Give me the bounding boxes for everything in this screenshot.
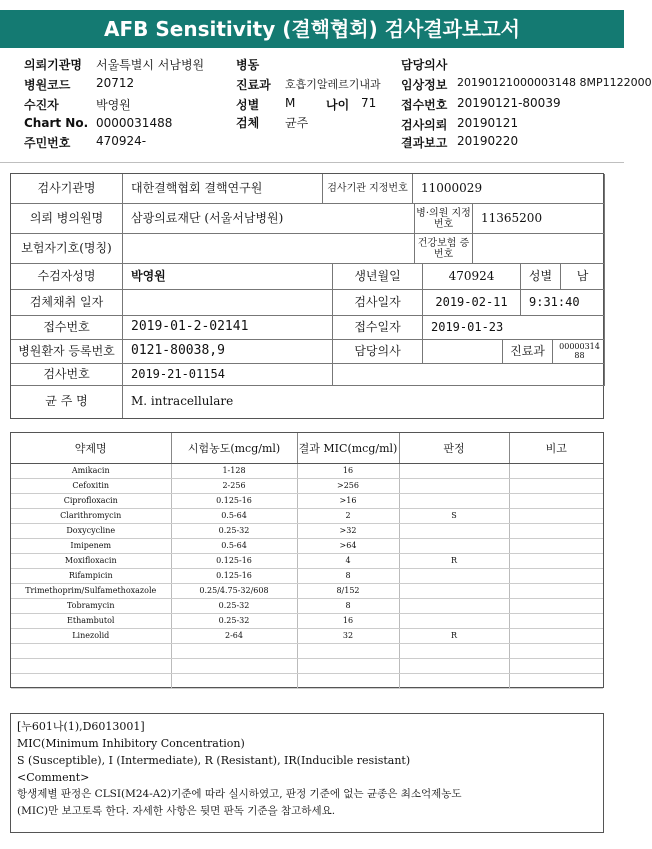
test-no-value: 2019-21-01154 bbox=[123, 364, 333, 386]
ward-label: 병동 bbox=[236, 58, 260, 72]
test-range-cell: 0.125-16 bbox=[171, 553, 297, 568]
judgement-cell bbox=[399, 493, 509, 508]
mic-result-cell: 16 bbox=[297, 613, 399, 628]
inst-label: 의뢰기관명 bbox=[24, 58, 82, 72]
test-range-cell: 0.25-32 bbox=[171, 598, 297, 613]
mic-result-cell: 32 bbox=[297, 628, 399, 643]
test-range-cell: 1-128 bbox=[171, 463, 297, 478]
specimen-form bbox=[10, 173, 604, 419]
reg-no-label: 병원환자 등록번호 bbox=[11, 340, 123, 364]
note-comment-label: <Comment> bbox=[17, 771, 90, 784]
judgement-cell bbox=[399, 613, 509, 628]
receipt-value: 20190121-80039 bbox=[457, 96, 561, 110]
remark-cell bbox=[509, 673, 603, 688]
dept-value: 호흡기알레르기내과 bbox=[285, 78, 381, 91]
mic-result-cell bbox=[297, 673, 399, 688]
rrn-value: 470924- bbox=[96, 134, 147, 148]
rrn-label: 주민번호 bbox=[24, 136, 71, 150]
drug-table-body bbox=[11, 463, 603, 688]
drug-name-cell bbox=[11, 643, 171, 658]
drug-name-cell: Cefoxitin bbox=[11, 478, 171, 493]
insured-value bbox=[123, 234, 415, 264]
drug-name-cell: Trimethoprim/Sulfamethoxazole bbox=[11, 583, 171, 598]
specimen-label: 검체 bbox=[236, 116, 260, 130]
test-range-cell bbox=[171, 658, 297, 673]
drug-name-cell: Tobramycin bbox=[11, 598, 171, 613]
test-range-cell: 0.25-32 bbox=[171, 523, 297, 538]
collect-label: 검체채취 일자 bbox=[11, 290, 123, 316]
remark-cell bbox=[509, 463, 603, 478]
doctor-label: 담당의사 bbox=[401, 58, 448, 72]
test-date-label: 검사일자 bbox=[333, 290, 423, 316]
request-label: 검사의뢰 bbox=[401, 118, 448, 132]
drug-name-cell: Ciprofloxacin bbox=[11, 493, 171, 508]
table-row bbox=[11, 583, 603, 598]
age-label: 나이 bbox=[326, 98, 350, 112]
mic-result-cell: 16 bbox=[297, 463, 399, 478]
remark-cell bbox=[509, 613, 603, 628]
drug-name-cell: Clarithromycin bbox=[11, 508, 171, 523]
remark-cell bbox=[509, 598, 603, 613]
remark-cell bbox=[509, 478, 603, 493]
test-range-cell: 0.125-16 bbox=[171, 568, 297, 583]
age-value: 71 bbox=[361, 96, 377, 110]
dept-label: 진료과 bbox=[236, 78, 271, 92]
mic-result-cell: >64 bbox=[297, 538, 399, 553]
report-title-bar bbox=[0, 10, 624, 48]
test-range-cell: 0.125-16 bbox=[171, 493, 297, 508]
drug-name-cell: Rifampicin bbox=[11, 568, 171, 583]
test-range-cell bbox=[171, 643, 297, 658]
test-range-cell bbox=[171, 673, 297, 688]
receipt-date-label: 접수일자 bbox=[333, 316, 423, 340]
comment-box bbox=[10, 713, 604, 833]
judgement-cell bbox=[399, 583, 509, 598]
patient-value: 박영원 bbox=[96, 98, 131, 112]
collect-value bbox=[123, 290, 333, 316]
mic-result-cell: 8 bbox=[297, 568, 399, 583]
lab-value: 대한결핵협회 결핵연구원 bbox=[123, 174, 323, 204]
col-header-remark: 비고 bbox=[509, 433, 603, 463]
drug-name-cell: Moxifloxacin bbox=[11, 553, 171, 568]
strain-value: M. intracellulare bbox=[131, 394, 234, 409]
sex-label: 성별 bbox=[521, 264, 561, 290]
col-header-concentration: 시험농도(mcg/ml) bbox=[171, 433, 297, 463]
test-no-label: 검사번호 bbox=[11, 364, 123, 386]
judgement-cell bbox=[399, 478, 509, 493]
req-hosp-value: 삼광의료재단 (서울서남병원) bbox=[123, 204, 415, 234]
drug-name-cell: Imipenem bbox=[11, 538, 171, 553]
table-row bbox=[11, 463, 603, 478]
dob-label: 생년월일 bbox=[333, 264, 423, 290]
report-label: 결과보고 bbox=[401, 136, 448, 150]
drug-sensitivity-table bbox=[10, 432, 604, 688]
drug-name-cell: Ethambutol bbox=[11, 613, 171, 628]
test-range-cell: 2-256 bbox=[171, 478, 297, 493]
req-hosp-no-label: 병·의원 지정번호 bbox=[415, 204, 473, 234]
mic-result-cell: >16 bbox=[297, 493, 399, 508]
chart-value: 0000031488 bbox=[96, 116, 173, 130]
judgement-cell: R bbox=[399, 628, 509, 643]
table-row bbox=[11, 478, 603, 493]
dob-value: 470924 bbox=[423, 264, 521, 290]
receipt-no-value: 2019-01-2-02141 bbox=[123, 316, 333, 340]
remark-cell bbox=[509, 493, 603, 508]
judgement-cell bbox=[399, 523, 509, 538]
mic-result-cell: 8/152 bbox=[297, 583, 399, 598]
table-row bbox=[11, 628, 603, 643]
remark-cell bbox=[509, 508, 603, 523]
table-row bbox=[11, 568, 603, 583]
judgement-cell bbox=[399, 568, 509, 583]
chart-label: Chart No. bbox=[24, 116, 89, 130]
attending-value bbox=[423, 340, 503, 364]
insured-label: 보험자기호(명칭) bbox=[11, 234, 123, 264]
test-range-cell: 0.25/4.75-32/608 bbox=[171, 583, 297, 598]
form-dept-value: 00000314 88 bbox=[553, 340, 605, 364]
receipt-label: 접수번호 bbox=[401, 98, 448, 112]
hosp-code-label: 병원코드 bbox=[24, 78, 71, 92]
specimen-value: 균주 bbox=[285, 116, 309, 130]
reg-no-value: 0121-80038,9 bbox=[123, 340, 333, 364]
table-row bbox=[11, 538, 603, 553]
table-row bbox=[11, 553, 603, 568]
table-row bbox=[11, 508, 603, 523]
report-value: 20190220 bbox=[457, 134, 519, 148]
hosp-code-value: 20712 bbox=[96, 76, 135, 90]
report-title: AFB Sensitivity (결핵협회) 검사결과보고서 bbox=[104, 17, 520, 41]
note-comment-line1: 항생제별 판정은 CLSI(M24-A2)기준에 따라 실시하였고, 판정 기준에 없는 균종은 최소억제농도 bbox=[17, 788, 462, 800]
form-dept-label: 진료과 bbox=[503, 340, 553, 364]
patient-info-section bbox=[0, 52, 652, 160]
drug-name-cell: Doxycycline bbox=[11, 523, 171, 538]
mic-result-cell: >32 bbox=[297, 523, 399, 538]
mic-result-cell: >256 bbox=[297, 478, 399, 493]
judgement-cell bbox=[399, 658, 509, 673]
sex-value: M bbox=[285, 96, 296, 110]
col-header-judgement: 판정 bbox=[399, 433, 509, 463]
clinical-value: 20190121000003148 8MP1122000 bbox=[457, 76, 652, 89]
mic-result-cell: 2 bbox=[297, 508, 399, 523]
note-code: [누601나(1),D6013001] bbox=[17, 720, 145, 733]
remark-cell bbox=[509, 553, 603, 568]
request-value: 20190121 bbox=[457, 116, 519, 130]
clinical-label: 임상정보 bbox=[401, 78, 448, 92]
note-comment-line2: (MIC)만 보고토록 한다. 자세한 사항은 뒷면 판독 기준을 참고하세요. bbox=[17, 805, 336, 817]
col-header-mic: 결과 MIC(mcg/ml) bbox=[297, 433, 399, 463]
section-divider bbox=[0, 162, 624, 163]
test-time-value: 9:31:40 bbox=[521, 290, 605, 316]
test-range-cell: 0.5-64 bbox=[171, 538, 297, 553]
remark-cell bbox=[509, 568, 603, 583]
test-range-cell: 2-64 bbox=[171, 628, 297, 643]
req-hosp-no-value: 11365200 bbox=[473, 204, 605, 234]
note-legend: S (Susceptible), I (Intermediate), R (Resistant), IR(Inducible resistant) bbox=[17, 754, 411, 767]
drug-name-cell bbox=[11, 658, 171, 673]
judgement-cell bbox=[399, 538, 509, 553]
judgement-cell bbox=[399, 463, 509, 478]
remark-cell bbox=[509, 538, 603, 553]
judgement-cell: R bbox=[399, 553, 509, 568]
table-row bbox=[11, 493, 603, 508]
judgement-cell bbox=[399, 598, 509, 613]
remark-cell bbox=[509, 658, 603, 673]
note-mic: MIC(Minimum Inhibitory Concentration) bbox=[17, 737, 245, 750]
drug-name-cell: Amikacin bbox=[11, 463, 171, 478]
remark-cell bbox=[509, 583, 603, 598]
patient-label: 수검자성명 bbox=[11, 264, 123, 290]
receipt-date-value: 2019-01-23 bbox=[423, 316, 605, 340]
test-no-blank bbox=[333, 364, 605, 386]
table-row bbox=[11, 643, 603, 658]
sex-label: 성별 bbox=[236, 98, 260, 112]
col-header-drug: 약제명 bbox=[11, 433, 171, 463]
table-row bbox=[11, 598, 603, 613]
health-no-value bbox=[473, 234, 605, 264]
sex-value: 남 bbox=[561, 264, 605, 290]
drug-name-cell: Linezolid bbox=[11, 628, 171, 643]
mic-result-cell bbox=[297, 643, 399, 658]
judgement-cell bbox=[399, 643, 509, 658]
test-range-cell: 0.5-64 bbox=[171, 508, 297, 523]
judgement-cell: S bbox=[399, 508, 509, 523]
table-row bbox=[11, 613, 603, 628]
remark-cell bbox=[509, 523, 603, 538]
lab-no-value: 11000029 bbox=[413, 174, 605, 204]
patient-label: 수진자 bbox=[24, 98, 59, 112]
attending-label: 담당의사 bbox=[333, 340, 423, 364]
remark-cell bbox=[509, 628, 603, 643]
mic-result-cell: 4 bbox=[297, 553, 399, 568]
mic-result-cell bbox=[297, 658, 399, 673]
patient-value: 박영원 bbox=[123, 264, 333, 290]
inst-value: 서울특별시 서남병원 bbox=[96, 58, 205, 72]
strain-label: 균 주 명 bbox=[11, 386, 123, 418]
lab-no-label: 검사기관 지정번호 bbox=[323, 174, 413, 204]
mic-result-cell: 8 bbox=[297, 598, 399, 613]
table-row bbox=[11, 673, 603, 688]
req-hosp-label: 의뢰 병의원명 bbox=[11, 204, 123, 234]
receipt-no-label: 접수번호 bbox=[11, 316, 123, 340]
test-range-cell: 0.25-32 bbox=[171, 613, 297, 628]
table-header-row bbox=[11, 433, 603, 463]
lab-label: 검사기관명 bbox=[11, 174, 123, 204]
test-date-value: 2019-02-11 bbox=[423, 290, 521, 316]
judgement-cell bbox=[399, 673, 509, 688]
table-row bbox=[11, 523, 603, 538]
drug-name-cell bbox=[11, 673, 171, 688]
health-no-label: 건강보험 증 번호 bbox=[415, 234, 473, 264]
table-row bbox=[11, 658, 603, 673]
remark-cell bbox=[509, 643, 603, 658]
